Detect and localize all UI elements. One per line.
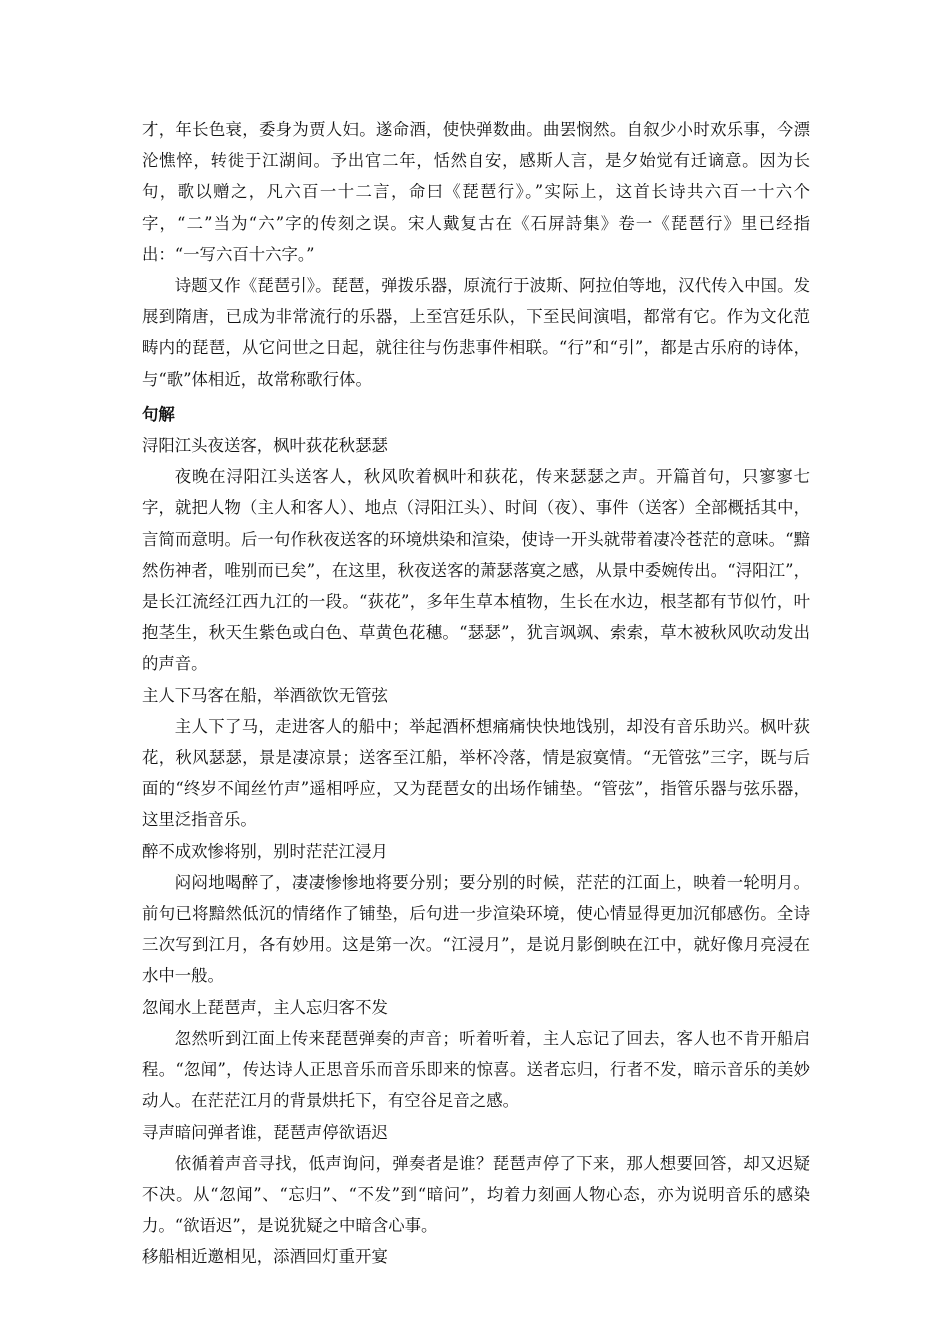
verse-line-3: 醉不成欢惨将别，别时茫茫江浸月: [142, 841, 388, 861]
verse-line-2: 主人下马客在船，举酒欲饮无管弦: [142, 685, 388, 705]
verse-line-4: 忽闻水上琵琶声，主人忘归客不发: [142, 997, 388, 1017]
paragraph-continued: 才，年长色衰，委身为贾人妇。遂命酒，使快弹数曲。曲罢悯然。自叙少小时欢乐事，今漂沦憔悴，转徙于江湖间。予出官二年，恬然自安，感斯人言，是夕始觉有迁谪意。因为长句，歌以赠之，凡六百一十二言，命曰《琵琶行》。”实际上，这首长诗共六百一十六个字，“二”当为“六”字的传刻之误。宋人戴复古在《石屏詩集》卷一《琵琶行》里已经指出：“一写六百十六字。”: [142, 120, 810, 264]
explanation-paragraph-5: 依循着声音寻找，低声询问，弹奏者是谁？琵琶声停了下来，那人想要回答，却又迟疑不决。从“忽闻”、“忘归”、“不发”到“暗问”，均着力刻画人物心态，亦为说明音乐的感染力。“欲语迟”，是说犹疑之中暗含心事。: [142, 1153, 810, 1236]
explanation-paragraph-4: 忽然听到江面上传来琵琶弹奏的声音；听着听着，主人忘记了回去，客人也不肯开船启程。“忽闻”，传达诗人正思音乐而音乐即来的惊喜。送者忘归，行者不发，暗示音乐的美妙动人。在茫茫江月的背景烘托下，有空谷足音之感。: [142, 1028, 810, 1111]
section-heading-sentence-explanation: 句解: [142, 404, 175, 424]
paragraph-poem-title: 诗题又作《琵琶引》。琵琶，弹拨乐器，原流行于波斯、阿拉伯等地，汉代传入中国。发展到隋唐，已成为非常流行的乐器，上至宫廷乐队，下至民间演唱，都常有它。作为文化范畴内的琵琶，从它问世之日起，就往往与伤悲事件相联。“行”和“引”，都是古乐府的诗体，与“歌”体相近，故常称歌行体。: [142, 276, 810, 389]
document-body: [142, 114, 810, 1273]
verse-line-6: 移船相近邀相见，添酒回灯重开宴: [142, 1247, 388, 1267]
explanation-paragraph-3: 闷闷地喝醉了，凄凄惨惨地将要分别；要分别的时候，茫茫的江面上，映着一轮明月。前句已将黯然低沉的情绪作了铺垫，后句进一步渲染环境，使心情显得更加沉郁感伤。全诗三次写到江月，各有妙用。这是第一次。“江浸月”，是说月影倒映在江中，就好像月亮浸在水中一般。: [142, 872, 810, 986]
verse-line-5: 寻声暗问弹者谁，琵琶声停欲语迟: [142, 1122, 388, 1142]
explanation-paragraph-2: 主人下了马，走进客人的船中；举起酒杯想痛痛快快地饯别，却没有音乐助兴。枫叶荻花，秋风瑟瑟，景是凄凉景；送客至江船，举杯冷落，情是寂寞情。“无管弦”三字，既与后面的“终岁不闻丝竹声”遥相呼应，又为琵琶女的出场作铺垫。“管弦”，指管乐器与弦乐器，这里泛指音乐。: [142, 716, 810, 830]
explanation-paragraph-1: 夜晚在浔阳江头送客人，秋风吹着枫叶和荻花，传来瑟瑟之声。开篇首句，只寥寥七字，就把人物（主人和客人）、地点（浔阳江头）、时间（夜）、事件（送客）全部概括其中，言简而意明。后一句作秋夜送客的环境烘染和渲染，使诗一开头就带着凄冷苍茫的意味。“黯然伤神者，唯别而已矣”，在这里，秋夜送客的萧瑟落寞之感，从景中委婉传出。“浔阳江”，是长江流经江西九江的一段。“荻花”，多年生草本植物，生长在水边，根茎都有节似竹，叶抱茎生，秋天生紫色或白色、草黄色花穗。“瑟瑟”，犹言飒飒、索索，草木被秋风吹动发出的声音。: [142, 467, 810, 674]
verse-line-1: 浔阳江头夜送客，枫叶荻花秋瑟瑟: [142, 436, 388, 456]
